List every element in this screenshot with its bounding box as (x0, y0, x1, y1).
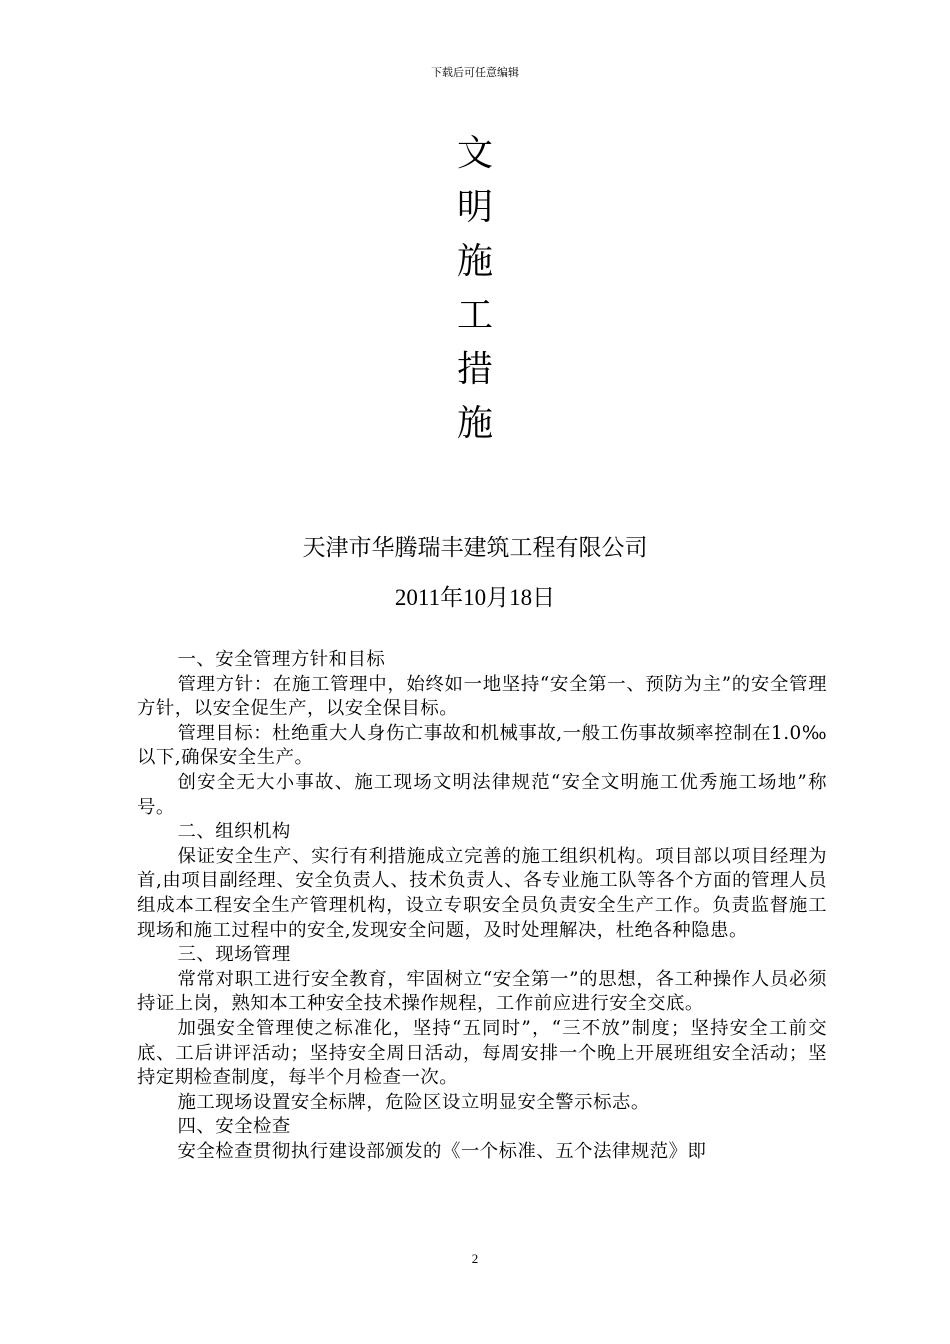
body-text (137, 648, 827, 1164)
paragraph: 施工现场设置安全标牌，危险区设立明显安全警示标志。 (177, 1091, 650, 1113)
title-char: 施 (456, 403, 493, 444)
title-char: 明 (456, 187, 493, 228)
paragraph: 管理方针：在施工管理中，始终如一地坚持“安全第一、预防为主”的安全管理方针，以安全促生产，以安全保目标。 (137, 673, 827, 720)
title-char: 文 (456, 133, 493, 174)
section-heading: 一、安全管理方针和目标 (177, 649, 386, 670)
title-char: 措 (456, 349, 493, 390)
section-heading: 三、现场管理 (177, 944, 291, 966)
company-name: 天津市华腾瑞丰建筑工程有限公司 (302, 535, 648, 561)
paragraph: 保证安全生产、实行有利措施成立完善的施工组织机构。项目部以项目经理为首,由项目副经理、安全负责人、技术负责人、各专业施工队等各个方面的管理人员组成本工程安全生产管理机构，设立专职安全员负责安全生产工作。负责监督施工现场和施工过程中的安全,发现安全问题，及时处理解决，杜绝各种隐患。 (137, 845, 827, 941)
paragraph: 加强安全管理使之标准化，坚持“五同时”，“三不放”制度；坚持安全工前交底、工后讲评活动；坚持安全周日活动，每周安排一个晚上开展班组安全活动；坚持定期检查制度，每半个月检查一次。 (137, 1017, 827, 1089)
paragraph: 常常对职工进行安全教育，牢固树立“安全第一”的思想，各工种操作人员必须持证上岗，熟知本工种安全技术操作规程，工作前应进行安全交底。 (137, 968, 827, 1015)
document-date: 2011年10月18日 (394, 585, 556, 610)
document-title (0, 127, 950, 451)
section-heading: 四、安全检查 (177, 1116, 291, 1138)
page-number: 2 (471, 1251, 479, 1266)
header-note: 下载后可任意编辑 (431, 66, 519, 79)
paragraph: 创安全无大小事故、施工现场文明法律规范“安全文明施工优秀施工场地”称号。 (137, 771, 827, 818)
section-heading: 二、组织机构 (177, 821, 291, 843)
title-char: 施 (456, 241, 493, 282)
paragraph: 安全检查贯彻执行建设部颁发的《一个标准、五个法律规范》即 (177, 1140, 707, 1162)
title-char: 工 (456, 295, 493, 336)
paragraph: 管理目标：杜绝重大人身伤亡事故和机械事故,一般工伤事故频率控制在1.0‰以下,确保安全生产。 (137, 722, 827, 769)
